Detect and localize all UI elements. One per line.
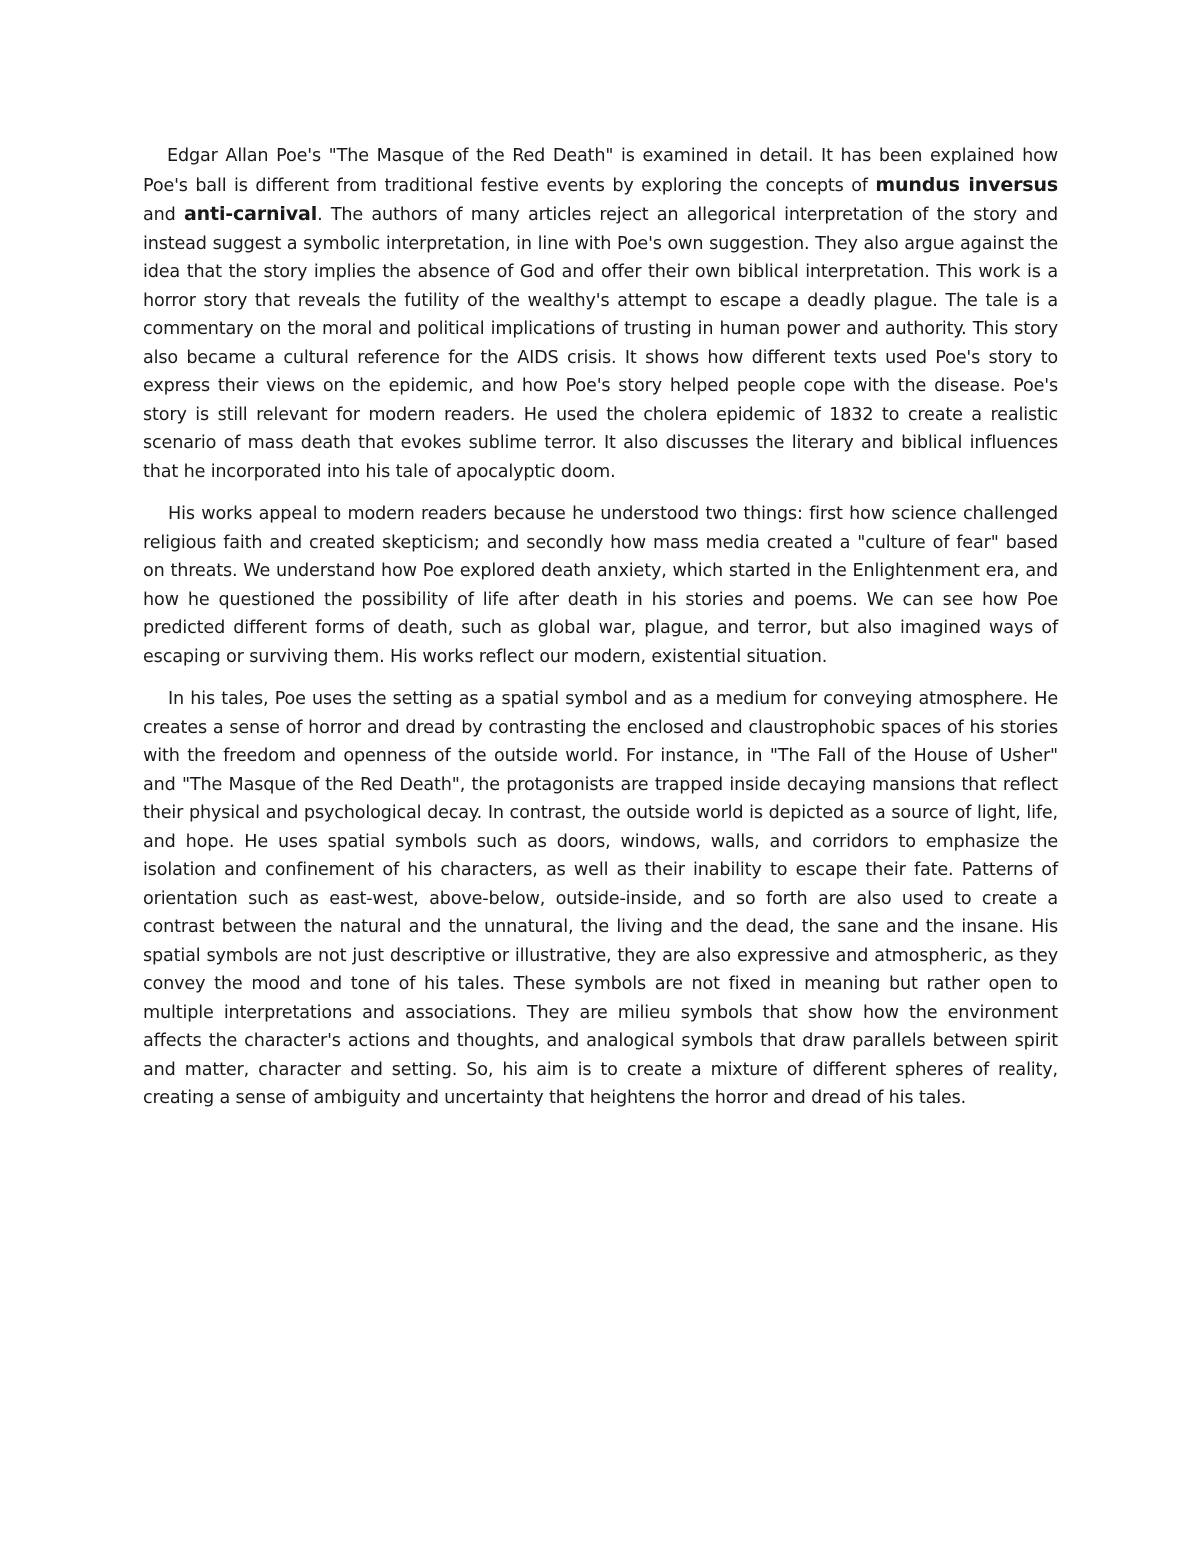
- paragraph-3: In his tales, Poe uses the setting as a spatial symbol and as a medium for conveying atmosphere. He creates a sense of horror and dread by contrasting the enclosed and claustrophobic spaces of his stories with the freedom and openness of the outside world. For instance, in "The Fall of the House of Usher" and "The Masque of the Red Death", the protagonists are trapped inside decaying mansions that reflect their physical and psychological decay. In contrast, the outside world is depicted as a source of light, life, and hope. He uses spatial symbols such as doors, windows, walls, and corridors to emphasize the isolation and confinement of his characters, as well as their inability to escape their fate. Patterns of orientation such as east-west, above-below, outside-inside, and so forth are also used to create a contrast between the natural and the unnatural, the living and the dead, the sane and the insane. His spatial symbols are not just descriptive or illustrative, they are also expressive and atmospheric, as they convey the mood and tone of his tales. These symbols are not fixed in meaning but rather open to multiple interpretations and associations. They are milieu symbols that show how the environment affects the character's actions and thoughts, and analogical symbols that draw parallels between spirit and matter, character and setting. So, his aim is to create a mixture of different spheres of reality, creating a sense of ambiguity and uncertainty that heightens the horror and dread of his tales.: [143, 689, 1058, 1108]
- term-anti-carnival: anti-carnival: [183, 203, 318, 225]
- paragraph-1-text-a: Edgar Allan Poe's "The Masque of the Red Death" is examined in detail. It has been explained how Poe's ball is different from traditional festive events by exploring the concepts of: [143, 146, 1058, 196]
- paragraph-1: [143, 142, 1058, 486]
- paragraph-1-text-b: and: [143, 205, 184, 225]
- document-page: [143, 142, 1058, 1127]
- term-mundus-inversus: mundus inversus: [875, 173, 1058, 196]
- paragraph-2: His works appeal to modern readers because he understood two things: first how science challenged religious faith and created skepticism; and secondly how mass media created a "culture of fear" based on threats. We understand how Poe explored death anxiety, which started in the Enlightenment era, and how he questioned the possibility of life after death in his stories and poems. We can see how Poe predicted different forms of death, such as global war, plague, and terror, but also imagined ways of escaping or surviving them. His works reflect our modern, existential situation.: [143, 504, 1058, 667]
- paragraph-1-text-c: . The authors of many articles reject an allegorical interpretation of the story and instead suggest a symbolic interpretation, in line with Poe's own suggestion. They also argue against the idea that the story implies the absence of God and offer their own biblical interpretation. This work is a horror story that reveals the futility of the wealthy's attempt to escape a deadly plague. The tale is a commentary on the moral and political implications of trusting in human power and authority. This story also became a cultural reference for the AIDS crisis. It shows how different texts used Poe's story to express their views on the epidemic, and how Poe's story helped people cope with the disease. Poe's story is still relevant for modern readers. He used the cholera epidemic of 1832 to create a realistic scenario of mass death that evokes sublime terror. It also discusses the literary and biblical influences that he incorporated into his tale of apocalyptic doom.: [143, 205, 1058, 482]
